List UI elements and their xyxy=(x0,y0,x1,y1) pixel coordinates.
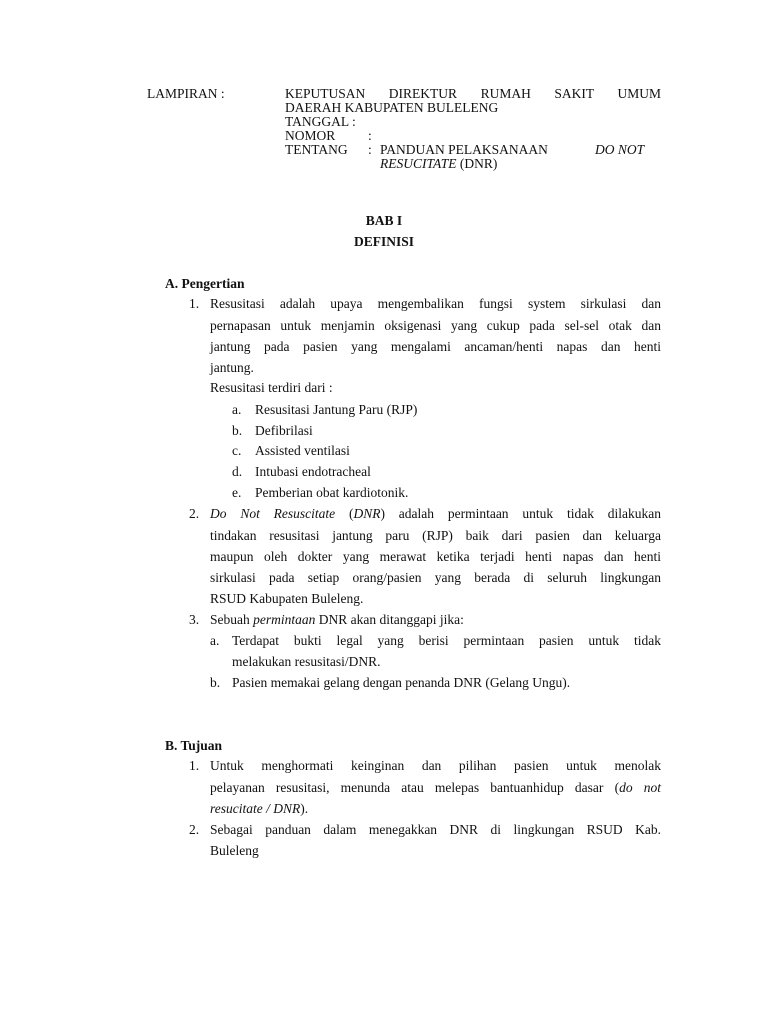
item-b2-number: 2. xyxy=(189,822,200,837)
dnr-term-italic: Do Not Resuscitate xyxy=(210,506,336,521)
item-a3-sub-b-label: b. xyxy=(210,675,221,690)
sub-e-label: e. xyxy=(232,485,242,500)
item-a2-number: 2. xyxy=(189,506,200,521)
dnr-abbr-italic: DNR xyxy=(353,506,381,521)
item-a2-line-4: sirkulasi pada setiap orang/pasien yang berada di seluruh lingkungan xyxy=(210,570,661,585)
sub-b-label: b. xyxy=(232,423,243,438)
tentang-dnr: (DNR) xyxy=(456,156,498,171)
item-b2-line-1: Sebagai panduan dalam menegakkan DNR di lingkungan RSUD Kab. xyxy=(210,822,661,837)
nomor-colon: : xyxy=(368,128,372,143)
item-a2-line-1 xyxy=(210,506,661,522)
sub-d-text: Intubasi endotracheal xyxy=(255,464,371,479)
item-a1-line-2: pernapasan untuk menjamin oksigenasi yang cukup pada sel-sel otak dan xyxy=(210,318,661,333)
item-b1-line-3-post: ). xyxy=(300,801,309,816)
header-line-2: DAERAH KABUPATEN BULELENG xyxy=(285,100,499,115)
chapter-title: DEFINISI xyxy=(353,234,415,249)
tentang-line-2 xyxy=(380,156,497,172)
item-b1-line-2-pre: pelayanan resusitasi, menunda atau melepas bantuanhidup dasar ( xyxy=(210,780,620,795)
section-a-heading: A. Pengertian xyxy=(165,276,245,291)
resucitate-dnr-italic: resucitate / DNR xyxy=(210,801,301,816)
item-a3-post: DNR akan ditanggapi jika: xyxy=(315,612,464,627)
resusitasi-intro: Resusitasi terdiri dari : xyxy=(210,380,333,395)
item-a1-line-4: jantung. xyxy=(210,360,254,375)
sub-b-text: Defibrilasi xyxy=(255,423,313,438)
item-b1-line-2 xyxy=(210,780,661,796)
sub-c-text: Assisted ventilasi xyxy=(255,443,350,458)
item-a3-sub-a-line-1: Terdapat bukti legal yang berisi permintaan pasien untuk tidak xyxy=(232,633,661,648)
item-a2-line-3: maupun oleh dokter yang merawat ketika terjadi henti napas dan henti xyxy=(210,549,661,564)
section-b-heading: B. Tujuan xyxy=(165,738,223,753)
sub-d-label: d. xyxy=(232,464,243,479)
tentang-italic-resucitate: RESUCITATE xyxy=(380,156,457,171)
tentang-italic-donot: DO NOT xyxy=(595,142,645,157)
item-b1-number: 1. xyxy=(189,758,200,773)
item-a1-line-1: Resusitasi adalah upaya mengembalikan fungsi system sirkulasi dan xyxy=(210,296,661,311)
item-a3-sub-a-label: a. xyxy=(210,633,220,648)
tentang-colon: : xyxy=(368,142,372,157)
item-a2-line-5: RSUD Kabupaten Buleleng. xyxy=(210,591,364,606)
item-b1-line-3 xyxy=(210,801,308,817)
permintaan-italic: permintaan xyxy=(253,612,316,627)
item-a3-sub-a-line-2: melakukan resusitasi/DNR. xyxy=(232,654,381,669)
item-b2-line-2: Buleleng xyxy=(210,843,259,858)
item-b1-line-1: Untuk menghormati keinginan dan pilihan pasien untuk menolak xyxy=(210,758,661,773)
tanggal-label: TANGGAL : xyxy=(285,114,356,129)
item-a3-number: 3. xyxy=(189,612,200,627)
sub-a-text: Resusitasi Jantung Paru (RJP) xyxy=(255,402,418,417)
paren-open: ( xyxy=(335,506,354,521)
item-a1-line-3: jantung pada pasien yang mengalami ancaman/henti napas dan henti xyxy=(210,339,661,354)
sub-c-label: c. xyxy=(232,443,242,458)
tentang-line-1: PANDUAN PELAKSANAAN xyxy=(380,142,548,157)
item-a2-line-2: tindakan resusitasi jantung paru (RJP) baik dari pasien dan keluarga xyxy=(210,528,661,543)
header-line-1: KEPUTUSAN DIREKTUR RUMAH SAKIT UMUM xyxy=(285,86,661,101)
sub-e-text: Pemberian obat kardiotonik. xyxy=(255,485,409,500)
nomor-label: NOMOR xyxy=(285,128,336,143)
item-a3-pre: Sebuah xyxy=(210,612,254,627)
chapter-number: BAB I xyxy=(365,213,403,228)
do-not-italic: do not xyxy=(619,780,661,795)
lampiran-label: LAMPIRAN : xyxy=(147,86,225,101)
item-a3-sub-b-text: Pasien memakai gelang dengan penanda DNR (Gelang Ungu). xyxy=(232,675,571,690)
tentang-label: TENTANG xyxy=(285,142,348,157)
item-a2-line-1-rest: ) adalah permintaan untuk tidak dilakukan xyxy=(380,506,661,521)
sub-a-label: a. xyxy=(232,402,242,417)
item-a1-number: 1. xyxy=(189,296,200,311)
item-a3-line xyxy=(210,612,464,628)
